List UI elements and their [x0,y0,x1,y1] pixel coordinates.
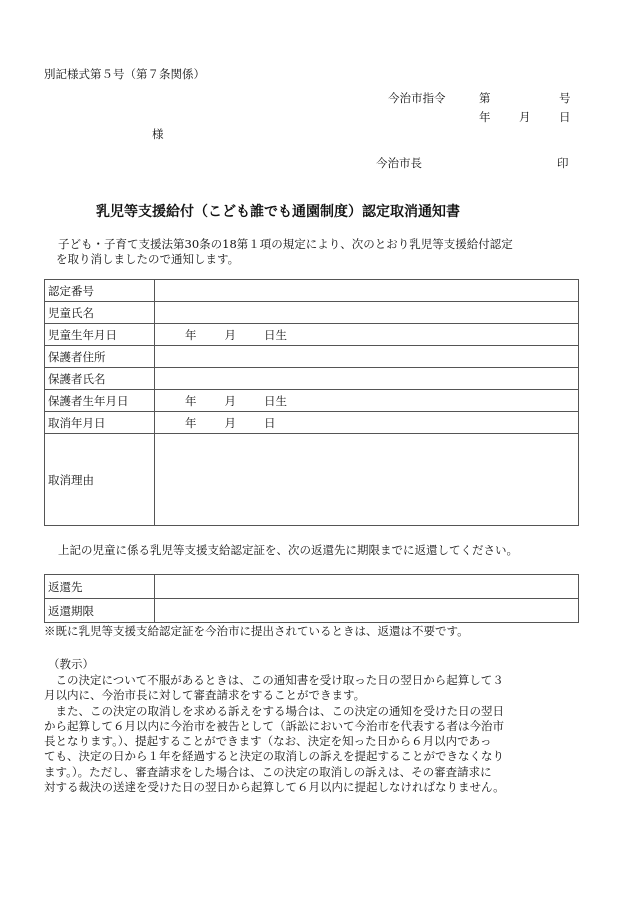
mayor-label: 今治市長 [376,156,422,170]
cancel-date-label: 取消年月日 [45,412,155,434]
seal-mark: 印 [557,156,569,170]
instruction-line-8: 対する裁決の送達を受けた日の翌日から起算して６月以内に提起しなければなりません。 [44,780,505,795]
return-details-table [44,574,579,623]
reason-value [155,434,579,526]
reason-label: 取消理由 [45,434,155,526]
return-deadline-value [155,599,579,623]
return-to-label: 返還先 [45,575,155,599]
table-row-guardian-dob [45,390,579,412]
instruction-line-1: この決定について不服があるときは、この通知書を受け取った日の翌日から起算して３ [44,673,504,687]
intro-line-2: を取り消しましたので通知します。 [56,252,240,267]
cert-number-label: 認定番号 [45,280,155,302]
number-prefix: 第 [479,91,491,105]
child-dob-value: 年 月 日生 [155,324,579,346]
cert-number-value [155,280,579,302]
cancellation-details-table [44,279,579,526]
guardian-address-value [155,346,579,368]
return-deadline-label: 返還期限 [45,599,155,623]
table-row-return-deadline [45,599,579,623]
intro-paragraph [58,237,578,268]
directive-label: 今治市指令 [388,91,446,105]
number-suffix: 号 [559,91,571,105]
issue-date-year: 年 [479,110,491,124]
issue-date-month: 月 [519,110,531,124]
issue-date-day: 日 [559,110,571,124]
table-row-child-dob [45,324,579,346]
instruction-line-5: 長となります。）、提起することができます（なお、決定を知った日から６月以内であっ [44,734,492,749]
instruction-line-4: から起算して６月以内に今治市を被告として（訴訟において今治市を代表する者は今治市 [44,718,504,733]
intro-line-1: 子ども・子育て支援法第30条の18第１項の規定により、次のとおり乳児等支援給付認定 [58,237,513,251]
table-row-guardian-address [45,346,579,368]
document-title: 乳児等支援給付（こども誰でも通園制度）認定取消通知書 [96,204,460,220]
return-instruction: 上記の児童に係る乳児等支援支給認定証を、次の返還先に期限までに返還してください。 [58,543,518,557]
instruction-line-6: ても、決定の日から１年を経過すると決定の取消しの訴えを提起することができなくなり [44,749,504,764]
instruction-line-7: ます。）。ただし、審査請求をした場合は、この決定の取消しの訴えは、その審査請求に [44,764,492,779]
instruction-line-2: 月以内に、今治市長に対して審査請求をすることができます。 [44,688,366,703]
guardian-dob-label: 保護者生年月日 [45,390,155,412]
table-row-return-to [45,575,579,599]
child-name-value [155,302,579,324]
addressee-suffix: 様 [152,127,164,141]
cancel-date-value: 年 月 日 [155,412,579,434]
instruction-paragraph [44,673,580,795]
table-row-reason [45,434,579,526]
child-name-label: 児童氏名 [45,302,155,324]
instruction-heading: （教示） [48,657,94,671]
table-row-child-name [45,302,579,324]
guardian-dob-value: 年 月 日生 [155,390,579,412]
return-to-value [155,575,579,599]
child-dob-label: 児童生年月日 [45,324,155,346]
table-row-guardian-name [45,368,579,390]
guardian-name-label: 保護者氏名 [45,368,155,390]
table-row-cert-number [45,280,579,302]
form-reference: 別記様式第５号（第７条関係） [44,67,205,81]
guardian-address-label: 保護者住所 [45,346,155,368]
return-note: ※既に乳児等支援支給認定証を今治市に提出されているときは、返還は不要です。 [44,624,469,638]
instruction-line-3: また、この決定の取消しを求める訴えをする場合は、この決定の通知を受けた日の翌日 [44,703,504,718]
table-row-cancel-date [45,412,579,434]
guardian-name-value [155,368,579,390]
